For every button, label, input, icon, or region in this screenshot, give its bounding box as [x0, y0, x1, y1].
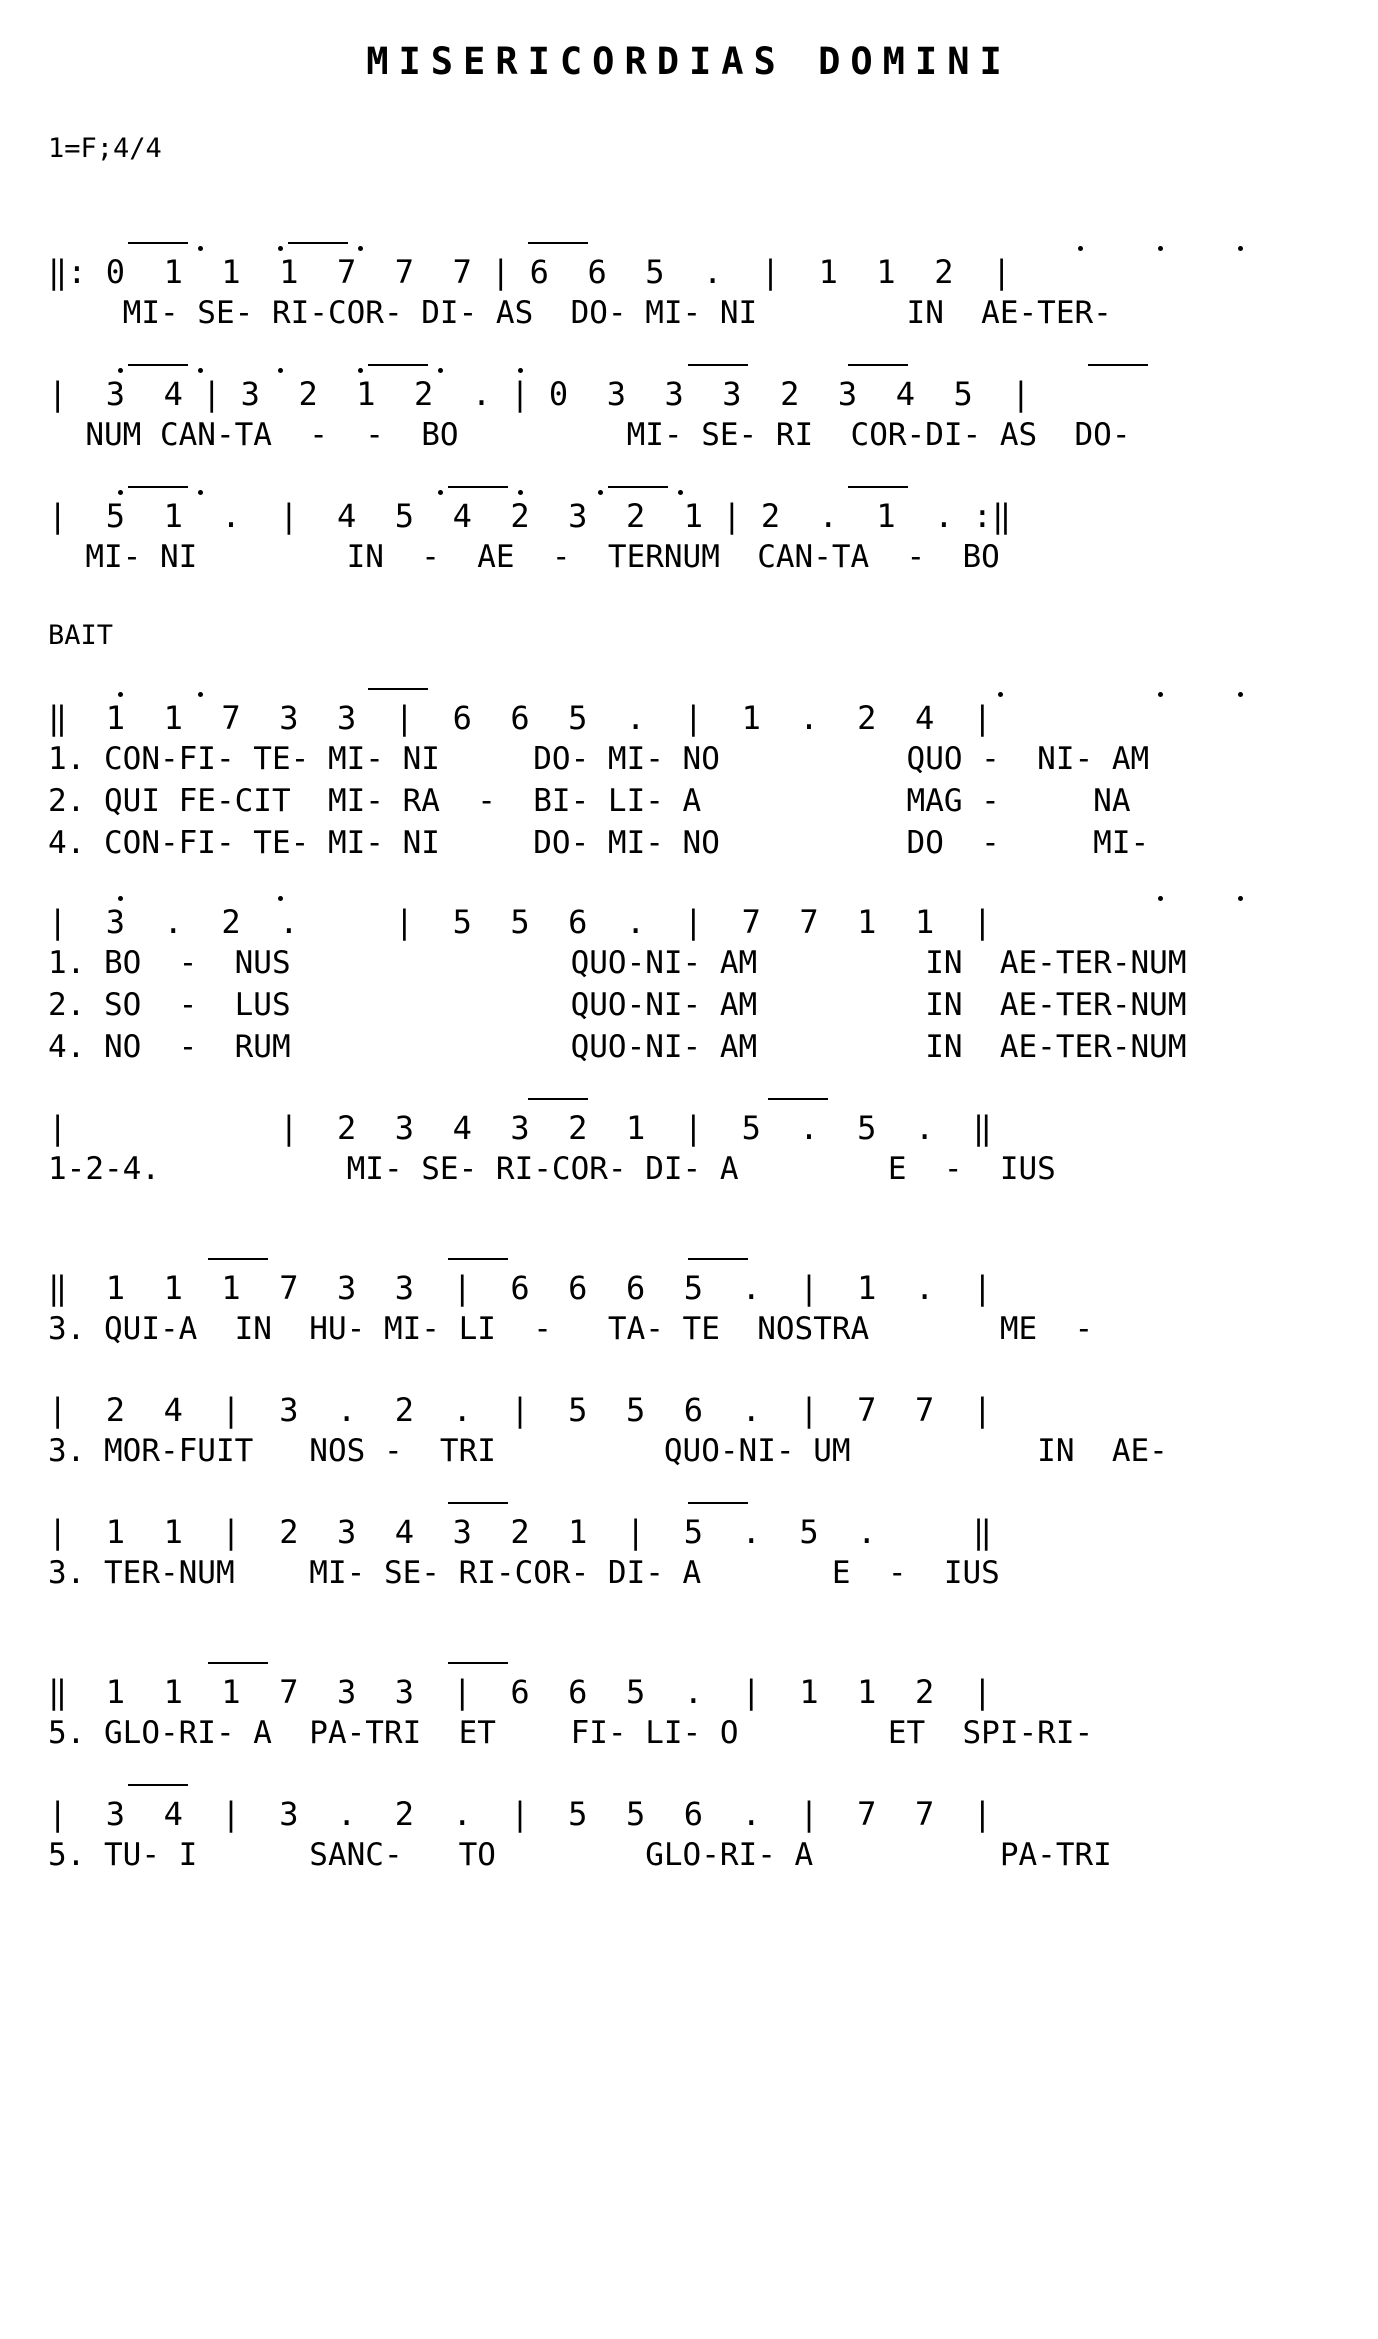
beam: [768, 1098, 828, 1100]
beam: [288, 242, 348, 244]
octave-dot: [198, 368, 203, 373]
octave-dot: [1238, 246, 1243, 251]
lyrics-line-6: 1-2-4. MI- SE- RI-COR- DI- A E - IUS: [48, 1151, 1056, 1187]
octave-dot: [278, 246, 283, 251]
octave-dot: [1238, 692, 1243, 697]
lyrics-line-9: 3. TER-NUM MI- SE- RI-COR- DI- A E - IUS: [48, 1555, 1000, 1591]
beam: [448, 1258, 508, 1260]
beam: [448, 1662, 508, 1664]
octave-dot: [198, 692, 203, 697]
notation-line-4: ‖ 1 1 7 3 3 | 6 6 5 . | 1 . 2 4 |: [48, 699, 993, 737]
notation-line-8: | 2 4 | 3 . 2 . | 5 5 6 . | 7 7 |: [48, 1391, 993, 1429]
lyrics-line-4-v2: 2. QUI FE-CIT MI- RA - BI- LI- A MAG - NA: [48, 783, 1131, 819]
beam: [368, 364, 428, 366]
octave-dot: [678, 490, 683, 495]
octave-dot: [598, 490, 603, 495]
octave-dot: [118, 692, 123, 697]
octave-dot: [1238, 896, 1243, 901]
lyrics-line-2: NUM CAN-TA - - BO MI- SE- RI COR-DI- AS DO-: [48, 417, 1131, 453]
beam: [848, 364, 908, 366]
beam: [128, 486, 188, 488]
beam: [208, 1662, 268, 1664]
notation-line-6: | | 2 3 4 3 2 1 | 5 . 5 . ‖: [48, 1109, 993, 1147]
octave-dot: [438, 368, 443, 373]
octave-dot: [1078, 246, 1083, 251]
beam: [128, 1784, 188, 1786]
lyrics-line-10: 5. GLO-RI- A PA-TRI ET FI- LI- O ET SPI-RI-: [48, 1715, 1094, 1751]
beam: [448, 1502, 508, 1504]
octave-dot: [198, 490, 203, 495]
notation-line-11: | 3 4 | 3 . 2 . | 5 5 6 . | 7 7 |: [48, 1795, 993, 1833]
octave-dot: [278, 896, 283, 901]
beam: [528, 242, 588, 244]
section-label: BAIT: [48, 620, 114, 651]
lyrics-line-4-v4: 4. CON-FI- TE- MI- NI DO- MI- NO DO - MI-: [48, 825, 1150, 861]
notation-line-3: | 5 1 . | 4 5 4 2 3 2 1 | 2 . 1 . :‖: [48, 497, 1012, 535]
beam: [208, 1258, 268, 1260]
page-title: MISERICORDIAS DOMINI: [366, 40, 1012, 83]
notation-line-10: ‖ 1 1 1 7 3 3 | 6 6 5 . | 1 1 2 |: [48, 1673, 993, 1711]
octave-dot: [1158, 246, 1163, 251]
beam: [688, 1502, 748, 1504]
lyrics-line-11: 5. TU- I SANC- TO GLO-RI- A PA-TRI: [48, 1837, 1112, 1873]
octave-dot: [518, 490, 523, 495]
beam: [448, 486, 508, 488]
octave-dot: [358, 246, 363, 251]
lyrics-line-8: 3. MOR-FUIT NOS - TRI QUO-NI- UM IN AE-: [48, 1433, 1168, 1469]
beam: [368, 688, 428, 690]
beam: [608, 486, 668, 488]
lyrics-line-5-v4: 4. NO - RUM QUO-NI- AM IN AE-TER-NUM: [48, 1029, 1187, 1065]
lyrics-line-4-v1: 1. CON-FI- TE- MI- NI DO- MI- NO QUO - NI- AM: [48, 741, 1150, 777]
notation-line-9: | 1 1 | 2 3 4 3 2 1 | 5 . 5 . ‖: [48, 1513, 993, 1551]
lyrics-line-7: 3. QUI-A IN HU- MI- LI - TA- TE NOSTRA ME -: [48, 1311, 1094, 1347]
octave-dot: [278, 368, 283, 373]
notation-line-2: | 3 4 | 3 2 1 2 . | 0 3 3 3 2 3 4 5 |: [48, 375, 1031, 413]
beam: [688, 364, 748, 366]
octave-dot: [358, 368, 363, 373]
octave-dot: [998, 692, 1003, 697]
notation-line-5: | 3 . 2 . | 5 5 6 . | 7 7 1 1 |: [48, 903, 993, 941]
lyrics-line-5-v2: 2. SO - LUS QUO-NI- AM IN AE-TER-NUM: [48, 987, 1187, 1023]
octave-dot: [198, 246, 203, 251]
octave-dot: [438, 490, 443, 495]
lyrics-line-1: MI- SE- RI-COR- DI- AS DO- MI- NI IN AE-TER-: [48, 295, 1112, 331]
notation-line-1: ‖: 0 1 1 1 7 7 7 | 6 6 5 . | 1 1 2 |: [48, 253, 1012, 291]
octave-dot: [118, 896, 123, 901]
octave-dot: [1158, 896, 1163, 901]
key-signature: 1=F;4/4: [48, 133, 162, 164]
beam: [128, 242, 188, 244]
beam: [688, 1258, 748, 1260]
octave-dot: [118, 490, 123, 495]
octave-dot: [518, 368, 523, 373]
octave-dot: [118, 368, 123, 373]
lyrics-line-3: MI- NI IN - AE - TERNUM CAN-TA - BO: [48, 539, 1000, 575]
beam: [848, 486, 908, 488]
octave-dot: [1158, 692, 1163, 697]
beam: [528, 1098, 588, 1100]
beam: [128, 364, 188, 366]
beam: [1088, 364, 1148, 366]
notation-line-7: ‖ 1 1 1 7 3 3 | 6 6 6 5 . | 1 . |: [48, 1269, 993, 1307]
lyrics-line-5-v1: 1. BO - NUS QUO-NI- AM IN AE-TER-NUM: [48, 945, 1187, 981]
